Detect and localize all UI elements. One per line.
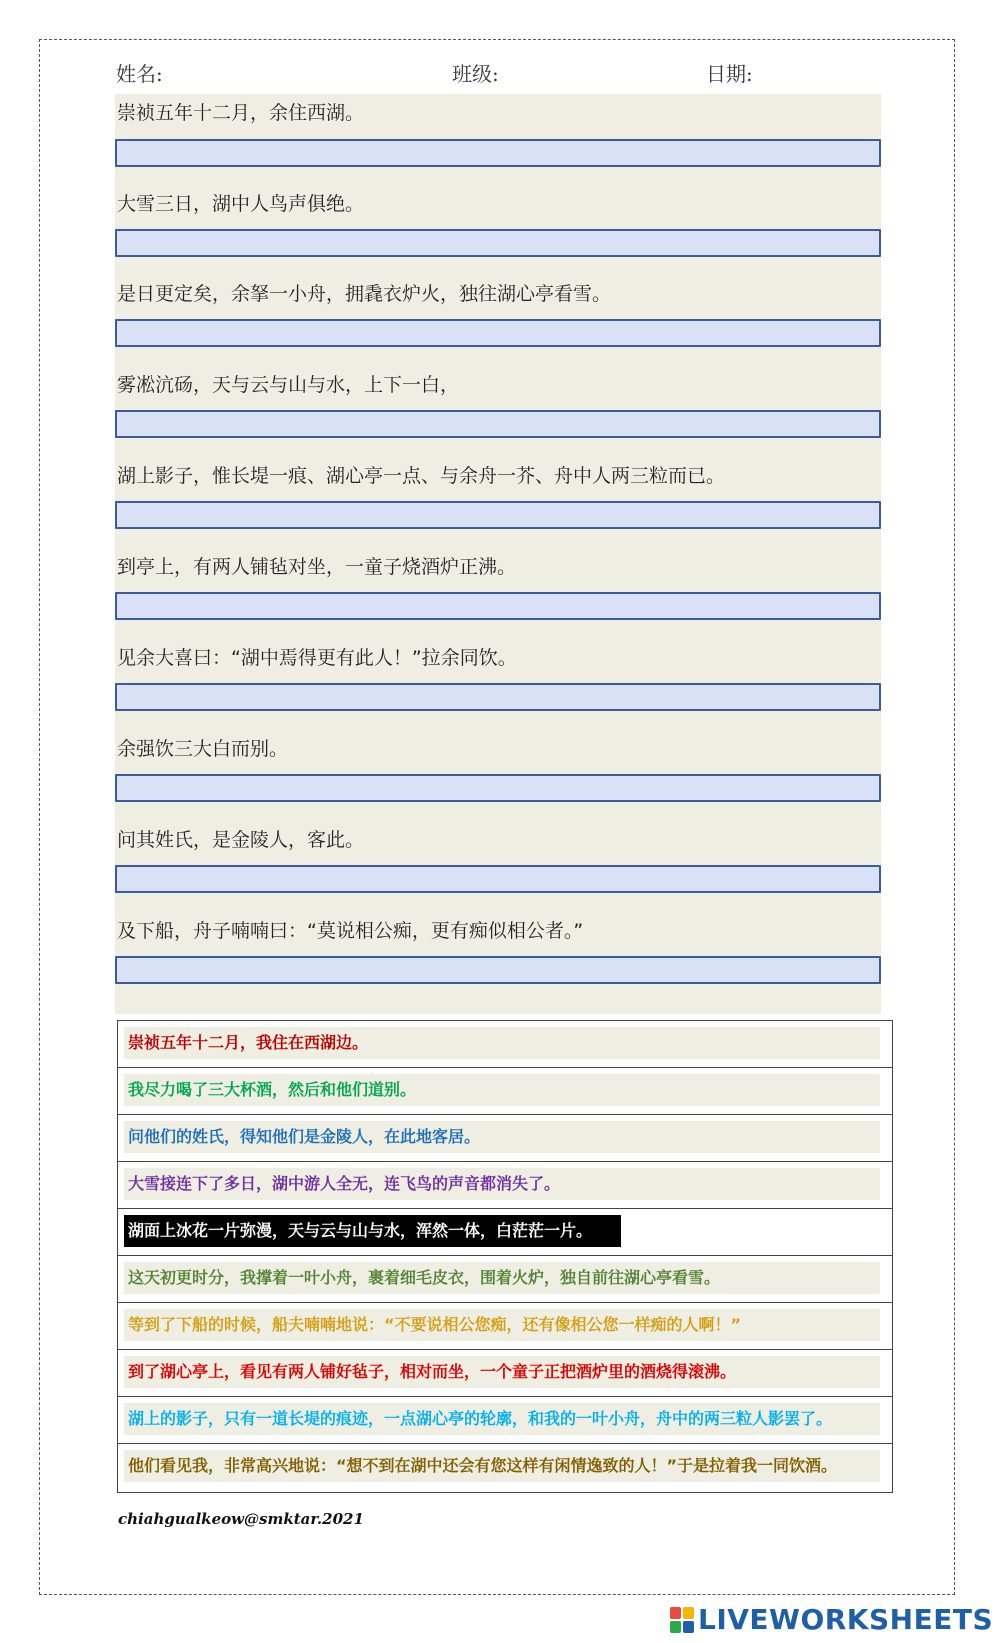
choice-row <box>118 1068 892 1115</box>
choice-row <box>118 1162 892 1209</box>
sentence-7: 见余大喜曰：“湖中焉得更有此人！”拉余同饮。 <box>117 647 517 669</box>
class-label: 班级: <box>452 62 499 86</box>
sentence-10: 及下船，舟子喃喃曰：“莫说相公痴，更有痴似相公者。” <box>117 920 584 942</box>
choice-row <box>118 1021 892 1068</box>
sentence-1: 崇祯五年十二月，余住西湖。 <box>117 102 365 124</box>
answer-box-6[interactable] <box>115 592 881 620</box>
choice-chip-9[interactable]: 湖上的影子，只有一道长堤的痕迹，一点湖心亭的轮廓，和我的一叶小舟，舟中的两三粒人影罢了。 <box>124 1403 880 1435</box>
answer-box-9[interactable] <box>115 865 881 893</box>
answer-box-1[interactable] <box>115 139 881 167</box>
choice-chip-7[interactable]: 等到了下船的时候，船夫喃喃地说：“不要说相公您痴，还有像相公您一样痴的人啊！” <box>124 1309 880 1341</box>
choice-chip-1[interactable]: 崇祯五年十二月，我住在西湖边。 <box>124 1027 880 1059</box>
choice-row <box>118 1444 892 1491</box>
date-label: 日期: <box>706 62 753 86</box>
choice-chip-10[interactable]: 他们看见我，非常高兴地说：“想不到在湖中还会有您这样有闲情逸致的人！”于是拉着我一同饮酒。 <box>124 1450 880 1482</box>
choice-row <box>118 1350 892 1397</box>
choice-chip-6[interactable]: 这天初更时分，我撑着一叶小舟，裹着细毛皮衣，围着火炉，独自前往湖心亭看雪。 <box>124 1262 880 1294</box>
liveworksheets-logo[interactable]: LIVEWORKSHEETS <box>698 1603 994 1636</box>
choice-row <box>118 1256 892 1303</box>
answer-box-5[interactable] <box>115 501 881 529</box>
sentence-4: 雾凇沆砀，天与云与山与水，上下一白， <box>117 374 460 396</box>
choice-row <box>118 1209 892 1256</box>
answer-box-3[interactable] <box>115 319 881 347</box>
answer-box-7[interactable] <box>115 683 881 711</box>
choice-chip-4[interactable]: 大雪接连下了多日，湖中游人全无，连飞鸟的声音都消失了。 <box>124 1168 880 1200</box>
sentence-8: 余强饮三大白而别。 <box>117 738 289 760</box>
name-label: 姓名: <box>116 62 163 86</box>
choice-chip-3[interactable]: 问他们的姓氏，得知他们是金陵人，在此地客居。 <box>124 1121 880 1153</box>
answer-box-8[interactable] <box>115 774 881 802</box>
choice-row <box>118 1115 892 1162</box>
sentence-9: 问其姓氏，是金陵人，客此。 <box>117 829 365 851</box>
liveworksheets-logo-icon <box>670 1607 694 1633</box>
sentence-2: 大雪三日，湖中人鸟声俱绝。 <box>117 193 365 215</box>
choice-chip-8[interactable]: 到了湖心亭上，看见有两人铺好毡子，相对而坐，一个童子正把酒炉里的酒烧得滚沸。 <box>124 1356 880 1388</box>
choice-chip-5[interactable]: 湖面上冰花一片弥漫，天与云与山与水，浑然一体，白茫茫一片。 <box>124 1215 621 1247</box>
translation-choices <box>117 1020 893 1493</box>
sentence-6: 到亭上，有两人铺毡对坐，一童子烧酒炉正沸。 <box>117 556 517 578</box>
choice-chip-2[interactable]: 我尽力喝了三大杯酒，然后和他们道别。 <box>124 1074 880 1106</box>
choice-row <box>118 1303 892 1350</box>
answer-box-2[interactable] <box>115 229 881 257</box>
answer-box-4[interactable] <box>115 410 881 438</box>
sentence-5: 湖上影子，惟长堤一痕、湖心亭一点、与余舟一芥、舟中人两三粒而已。 <box>117 465 726 487</box>
author-signature: chiahgualkeow@smktar.2021 <box>118 1510 364 1528</box>
answer-box-10[interactable] <box>115 956 881 984</box>
sentence-3: 是日更定矣，余拏一小舟，拥毳衣炉火，独往湖心亭看雪。 <box>117 283 612 305</box>
choice-row <box>118 1397 892 1444</box>
